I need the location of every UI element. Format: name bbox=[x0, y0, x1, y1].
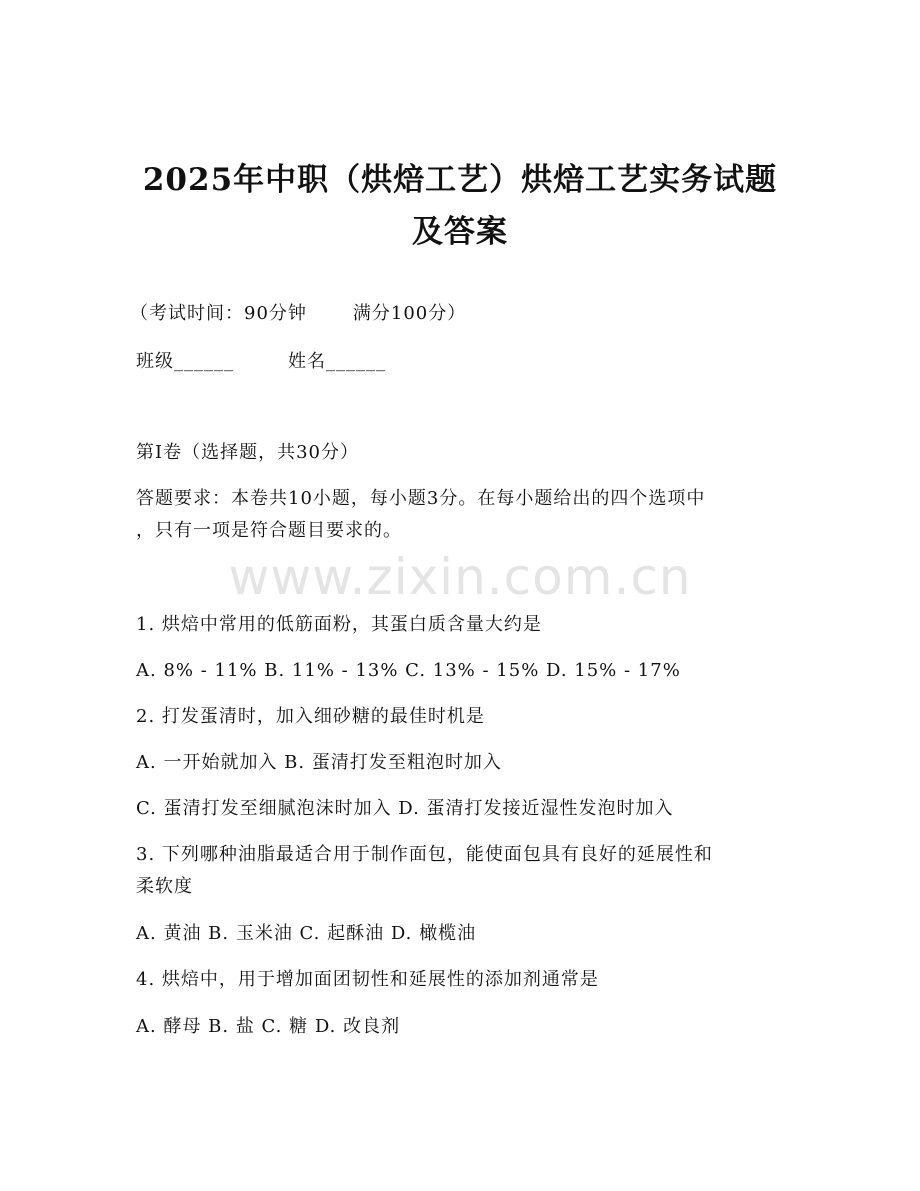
section-heading: 第I卷（选择题，共30分） bbox=[136, 442, 360, 463]
document-title bbox=[90, 154, 830, 258]
exam-time: （考试时间：90分钟 bbox=[130, 303, 307, 324]
question-3-stem-line-1: 3. 下列哪种油脂最适合用于制作面包，能使面包具有良好的延展性和 bbox=[136, 844, 713, 865]
instructions-line-1: 答题要求：本卷共10小题，每小题3分。在每小题给出的四个选项中 bbox=[136, 488, 706, 509]
title-line-1: 2025年中职（烘焙工艺）烘焙工艺实务试题 bbox=[142, 162, 778, 198]
title-line-2: 及答案 bbox=[412, 214, 508, 250]
question-1-stem: 1. 烘焙中常用的低筋面粉，其蛋白质含量大约是 bbox=[136, 614, 542, 635]
class-field: 班级______ bbox=[136, 351, 234, 372]
name-field: 姓名______ bbox=[288, 351, 386, 372]
question-2-stem: 2. 打发蛋清时，加入细砂糖的最佳时机是 bbox=[136, 706, 485, 727]
question-2-options-line-1: A. 一开始就加入 B. 蛋清打发至粗泡时加入 bbox=[136, 752, 502, 773]
question-4-stem: 4. 烘焙中，用于增加面团韧性和延展性的添加剂通常是 bbox=[136, 969, 599, 990]
watermark: www.zixin.com.cn bbox=[228, 548, 692, 606]
question-3-stem-line-2: 柔软度 bbox=[136, 876, 193, 897]
full-score: 满分100分） bbox=[352, 303, 467, 324]
question-4-options: A. 酵母 B. 盐 C. 糖 D. 改良剂 bbox=[136, 1016, 401, 1037]
question-3-options: A. 黄油 B. 玉米油 C. 起酥油 D. 橄榄油 bbox=[136, 923, 477, 944]
question-1-options: A. 8% - 11% B. 11% - 13% C. 13% - 15% D. 15% - 17% bbox=[136, 660, 681, 681]
exam-info bbox=[130, 302, 466, 326]
student-info bbox=[136, 350, 386, 374]
question-2-options-line-2: C. 蛋清打发至细腻泡沫时加入 D. 蛋清打发接近湿性发泡时加入 bbox=[136, 798, 674, 819]
instructions-line-2: ，只有一项是符合题目要求的。 bbox=[136, 520, 402, 541]
